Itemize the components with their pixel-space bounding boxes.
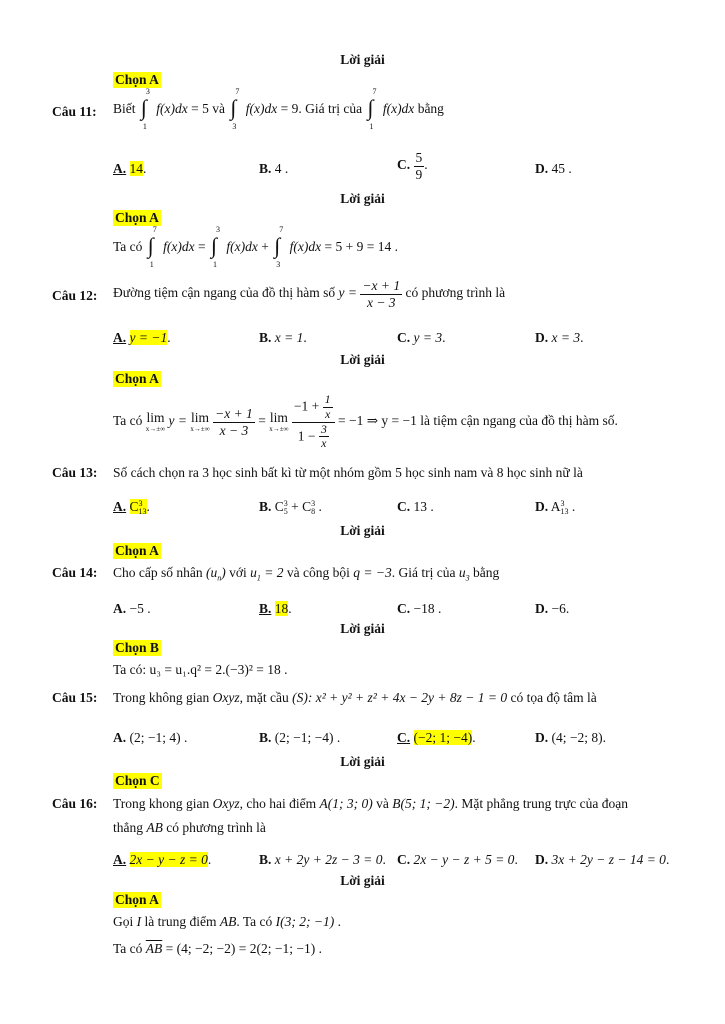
q16-solution-line2: Ta có $\overline{AB} = (4$; −2; −2) = 2(2; −1; −1) .: [113, 941, 322, 956]
integral-sign: ∫ 7 3: [230, 87, 240, 131]
q16-option-d: D. 3x + 2y − z − 14 = 0.: [535, 852, 670, 867]
q12-option-d: D. x = 3.: [535, 330, 584, 345]
solution-heading: Lời giải: [340, 873, 385, 888]
q13-option-a: A. C 3 13 .: [113, 498, 150, 516]
q11-text-4: bằng: [417, 101, 444, 117]
question-12-label: Câu 12:: [52, 288, 98, 303]
question-14-label: Câu 14:: [52, 565, 98, 580]
q15-option-c: C. (−2; 1; −4).: [397, 730, 476, 745]
solution-heading: Lời giải: [340, 352, 385, 367]
q15-option-d: D. (4; −2; 8).: [535, 730, 606, 745]
answer-choice-label: Chọn B: [115, 640, 159, 655]
q14-option-a: A. −5 .: [113, 601, 151, 616]
question-11-label: Câu 11:: [52, 104, 97, 119]
answer-choice-label: Chọn A: [115, 210, 159, 225]
question-13-text: Số cách chọn ra 3 học sinh bất kì từ một nhóm gồm 5 học sinh nam và 8 học sinh nữ là: [113, 465, 583, 480]
integral-sign: ∫ 7 1: [367, 87, 377, 131]
q11-integrand-1: f(x)dx: [156, 101, 188, 117]
question-16-text: Trong khong gian Oxyz, cho hai điểm A(1; 3; 0) và B(5; 1; −2). Mặt phẳng trung trực của đoạn: [113, 796, 628, 811]
q11-text-1: Biết: [113, 101, 136, 117]
q11-integrand-2: f(x)dx: [245, 101, 278, 117]
q14-solution: Ta có: u₃ = u₁.q² = 2.(−3)² = 18 .: [113, 662, 288, 677]
q12-solution: Ta có lim x→±∞ y = lim x→±∞ $\frac{-x + 1}{x - 3}$ = lim x→±∞ −1 + $\frac{1}{x}$ 1 − $\frac{3}{x}$ = −1 ⇒ y = −1 là tiệm cận ngang của đồ thị hàm số.: [113, 392, 618, 451]
question-11-text: [113, 87, 444, 131]
q11-option-b: B. 4 .: [259, 161, 289, 176]
solution-heading: Lời giải: [340, 754, 385, 769]
question-15-label: Câu 15:: [52, 690, 98, 705]
q11-solution: Ta có ∫ 7 1 f(x)dx = ∫ 3 1 f(x)dx + ∫ 7 3 f(x)dx = 5 + 9 = 14 .: [113, 225, 398, 269]
solution-heading: Lời giải: [340, 52, 385, 67]
q12-option-b: B. x = 1.: [259, 330, 307, 345]
answer-choice-label: Chọn A: [115, 892, 159, 907]
q13-option-b: B. C 3 5 + C 3 8 .: [259, 498, 322, 516]
q11-text-2: và: [212, 101, 225, 117]
q14-option-d: D. −6.: [535, 601, 570, 616]
q11-text-3: . Giá trị của: [298, 101, 363, 117]
q14-option-c: C. −18 .: [397, 601, 442, 616]
question-14-text: Cho cấp số nhân $(u_n)$ với $u_1 = 2$ và công bội q = −3. Giá trị của $u_3$ bằng: [113, 565, 500, 583]
vector-ab: $\overline{AB}$: [145, 941, 163, 956]
q13-option-c: C. 13 .: [397, 499, 434, 514]
solution-heading: Lời giải: [340, 191, 385, 206]
question-16-text-line2: thẳng AB có phương trình là: [113, 820, 266, 835]
q14-option-b: B. 18.: [259, 601, 292, 616]
q16-solution-line1: Gọi I là trung điểm AB. Ta có I(3; 2; −1) .: [113, 914, 341, 929]
solution-heading: Lời giải: [340, 523, 385, 538]
answer-choice-label: Chọn A: [115, 543, 159, 558]
q12-option-a: A. y = −1.: [113, 330, 171, 345]
integral-sign: ∫ 3 1: [140, 87, 150, 131]
q15-option-a: A. (2; −1; 4) .: [113, 730, 188, 745]
q11-option-d: D. 45 .: [535, 161, 572, 176]
question-13-label: Câu 13:: [52, 465, 98, 480]
answer-choice-label: Chọn C: [115, 773, 160, 788]
q13-option-d: D. A 3 13 .: [535, 498, 576, 516]
q11-option-a: A. 14.: [113, 161, 147, 176]
answer-choice-label: Chọn A: [115, 72, 159, 87]
q12-option-c: C. y = 3.: [397, 330, 446, 345]
question-16-label: Câu 16:: [52, 796, 98, 811]
q11-integrand-3: f(x)dx: [382, 101, 415, 117]
q11-value-2: = 9: [280, 101, 299, 117]
q15-option-b: B. (2; −1; −4) .: [259, 730, 341, 745]
question-15-text: Trong không gian Oxyz, mặt cầu (S): x² + y² + z² + 4x − 2y + 8z − 1 = 0 có tọa độ tâm là: [113, 690, 597, 705]
q11-value-1: = 5: [191, 101, 209, 117]
question-12-text: Đường tiệm cận ngang của đồ thị hàm số y = $\frac{-x + 1}{x - 3}$ có phương trình là: [113, 278, 506, 310]
solution-heading: Lời giải: [340, 621, 385, 636]
q16-option-b: B. x + 2y + 2z − 3 = 0.: [259, 852, 386, 867]
q16-option-c: C. 2x − y − z + 5 = 0.: [397, 852, 518, 867]
answer-choice-label: Chọn A: [115, 371, 159, 386]
q11-option-c: C. $\frac{5}{9}$ .: [397, 150, 428, 182]
q16-option-a: A. 2x − y − z = 0.: [113, 852, 212, 867]
